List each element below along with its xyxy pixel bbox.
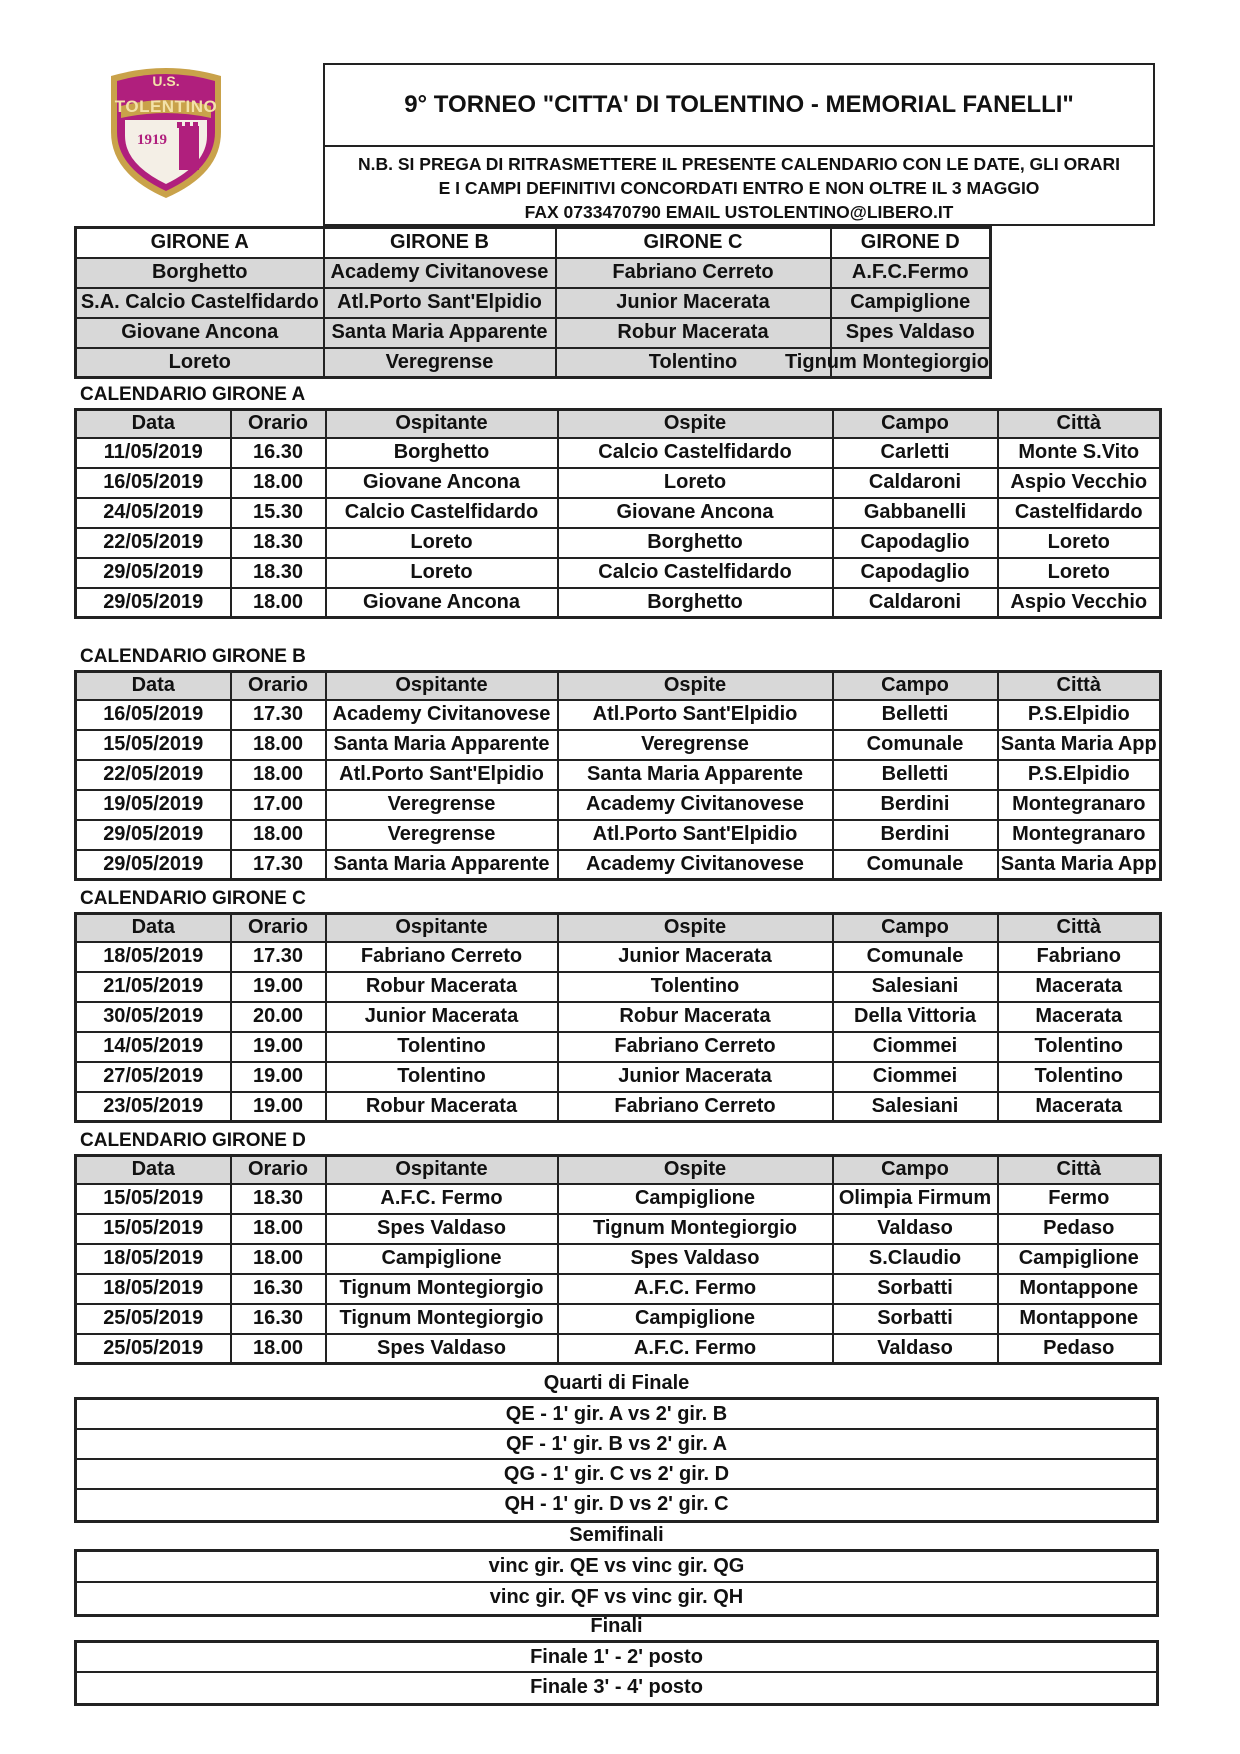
- home-team: Santa Maria Apparente: [326, 730, 558, 760]
- quarter-final-item: QG - 1' gir. C vs 2' gir. D: [77, 1460, 1156, 1490]
- match-row: [76, 1274, 1161, 1304]
- away-team: Tolentino: [558, 972, 833, 1002]
- match-row: [76, 1032, 1161, 1062]
- match-time: 17.00: [231, 790, 326, 820]
- home-team: Campiglione: [326, 1244, 558, 1274]
- home-team: Fabriano Cerreto: [326, 942, 558, 972]
- final-item: Finale 1' - 2' posto: [77, 1643, 1156, 1673]
- match-time: 18.30: [231, 528, 326, 558]
- away-team: Veregrense: [558, 730, 833, 760]
- quarter-final-item: QH - 1' gir. D vs 2' gir. C: [504, 1493, 729, 1515]
- quarter-final-item: QE - 1' gir. A vs 2' gir. B: [77, 1400, 1156, 1430]
- logo-year-text: 1919: [137, 132, 167, 148]
- match-row: [76, 588, 1161, 618]
- match-field: Sorbatti: [833, 1304, 998, 1334]
- team-cell: Borghetto: [76, 258, 324, 288]
- column-header: Orario: [231, 1156, 326, 1184]
- match-city: Pedaso: [998, 1214, 1161, 1244]
- match-row: [76, 820, 1161, 850]
- match-row: [76, 1002, 1161, 1032]
- semi-final-item: vinc gir. QE vs vinc gir. QG: [77, 1552, 1156, 1583]
- match-field: Carletti: [833, 438, 998, 468]
- match-date: 27/05/2019: [76, 1062, 231, 1092]
- team-cell: Tolentino: [556, 348, 831, 378]
- match-time: 18.00: [231, 820, 326, 850]
- home-team: Giovane Ancona: [326, 468, 558, 498]
- match-city: Loreto: [998, 528, 1161, 558]
- home-team: Loreto: [326, 558, 558, 588]
- away-team: Borghetto: [558, 588, 833, 618]
- match-time: 16.30: [231, 1274, 326, 1304]
- away-team: Santa Maria Apparente: [558, 760, 833, 790]
- match-field: Capodaglio: [833, 528, 998, 558]
- match-date: 29/05/2019: [76, 850, 231, 880]
- home-team: Tolentino: [326, 1062, 558, 1092]
- quarters-title: Quarti di Finale: [543, 1372, 690, 1394]
- match-row: [76, 498, 1161, 528]
- match-date: 25/05/2019: [76, 1334, 231, 1364]
- match-row: [76, 730, 1161, 760]
- match-field: Salesiani: [833, 1092, 998, 1122]
- match-field: Salesiani: [833, 972, 998, 1002]
- match-city: Tolentino: [998, 1062, 1161, 1092]
- team-cell: Spes Valdaso: [831, 318, 991, 348]
- match-row: [76, 1304, 1161, 1334]
- match-date: 16/05/2019: [76, 700, 231, 730]
- match-time: 18.00: [231, 730, 326, 760]
- home-team: Tignum Montegiorgio: [326, 1274, 558, 1304]
- away-team: A.F.C. Fermo: [558, 1274, 833, 1304]
- match-row: [76, 1184, 1161, 1214]
- logo-us-text: U.S.: [152, 73, 180, 89]
- match-time: 19.00: [231, 1032, 326, 1062]
- match-time: 17.30: [231, 942, 326, 972]
- match-date: 29/05/2019: [76, 588, 231, 618]
- tournament-title: 9° TORNEO "CITTA' DI TOLENTINO - MEMORIAL FANELLI": [325, 65, 1153, 147]
- calendar-header-row: [76, 1156, 1161, 1184]
- final-item: Finale 3' - 4' posto: [530, 1676, 703, 1698]
- column-header: Campo: [833, 914, 998, 942]
- column-header: Ospitante: [326, 672, 558, 700]
- match-row: [76, 468, 1161, 498]
- match-row: [76, 760, 1161, 790]
- team-cell: Veregrense: [324, 348, 556, 378]
- match-time: 18.00: [231, 1244, 326, 1274]
- column-header: Campo: [833, 1156, 998, 1184]
- column-header: Ospite: [558, 1156, 833, 1184]
- match-row: [76, 1334, 1161, 1364]
- match-city: P.S.Elpidio: [998, 700, 1161, 730]
- team-cell: A.F.C.Fermo: [831, 258, 991, 288]
- groups-table: [74, 226, 992, 379]
- away-team: Atl.Porto Sant'Elpidio: [558, 700, 833, 730]
- match-date: 22/05/2019: [76, 528, 231, 558]
- match-city: Macerata: [998, 972, 1161, 1002]
- column-header: Orario: [231, 672, 326, 700]
- away-team: Fabriano Cerreto: [558, 1032, 833, 1062]
- calendar-header-row: [76, 914, 1161, 942]
- match-field: Berdini: [833, 790, 998, 820]
- match-city: Montegranaro: [998, 820, 1161, 850]
- match-date: 22/05/2019: [76, 760, 231, 790]
- match-time: 18.00: [231, 1214, 326, 1244]
- away-team: Campiglione: [558, 1184, 833, 1214]
- away-team: Calcio Castelfidardo: [558, 438, 833, 468]
- groups-row: [76, 348, 991, 378]
- match-city: Campiglione: [998, 1244, 1161, 1274]
- home-team: Giovane Ancona: [326, 588, 558, 618]
- groups-row: [76, 258, 991, 288]
- match-time: 19.00: [231, 1092, 326, 1122]
- team-cell: Loreto: [76, 348, 324, 378]
- match-time: 19.00: [231, 1062, 326, 1092]
- column-header: Città: [998, 672, 1161, 700]
- team-cell: Academy Civitanovese: [324, 258, 556, 288]
- match-city: Tolentino: [998, 1032, 1161, 1062]
- finals-list: [74, 1640, 1159, 1706]
- match-date: 15/05/2019: [76, 730, 231, 760]
- match-date: 15/05/2019: [76, 1184, 231, 1214]
- match-time: 17.30: [231, 850, 326, 880]
- match-city: Macerata: [998, 1092, 1161, 1122]
- match-city: Macerata: [998, 1002, 1161, 1032]
- home-team: Loreto: [326, 528, 558, 558]
- match-city: Pedaso: [998, 1334, 1161, 1364]
- match-row: [76, 438, 1161, 468]
- team-cell: Giovane Ancona: [76, 318, 324, 348]
- match-field: Sorbatti: [833, 1274, 998, 1304]
- column-header: Ospitante: [326, 1156, 558, 1184]
- match-city: Montegranaro: [998, 790, 1161, 820]
- match-city: Fermo: [998, 1184, 1161, 1214]
- column-header: Data: [76, 1156, 231, 1184]
- match-date: 19/05/2019: [76, 790, 231, 820]
- home-team: Santa Maria Apparente: [326, 850, 558, 880]
- group-header: GIRONE D: [831, 228, 991, 258]
- column-header: Data: [76, 410, 231, 438]
- home-team: Spes Valdaso: [326, 1334, 558, 1364]
- match-date: 25/05/2019: [76, 1304, 231, 1334]
- match-field: Valdaso: [833, 1334, 998, 1364]
- match-row: [76, 790, 1161, 820]
- match-time: 19.00: [231, 972, 326, 1002]
- match-row: [76, 700, 1161, 730]
- match-city: Montappone: [998, 1304, 1161, 1334]
- calendar-table: [74, 408, 1162, 619]
- calendar-title: CALENDARIO GIRONE C: [80, 888, 306, 909]
- semis-list: [74, 1549, 1159, 1617]
- away-team: Academy Civitanovese: [558, 790, 833, 820]
- home-team: Calcio Castelfidardo: [326, 498, 558, 528]
- column-header: Città: [998, 914, 1161, 942]
- team-cell: Robur Macerata: [556, 318, 831, 348]
- match-field: Della Vittoria: [833, 1002, 998, 1032]
- quarters-list: [74, 1397, 1159, 1523]
- column-header: Ospite: [558, 410, 833, 438]
- match-time: 15.30: [231, 498, 326, 528]
- calendar-title: CALENDARIO GIRONE B: [80, 646, 306, 667]
- match-field: Caldaroni: [833, 588, 998, 618]
- match-date: 18/05/2019: [76, 942, 231, 972]
- match-row: [76, 942, 1161, 972]
- match-city: Aspio Vecchio: [998, 468, 1161, 498]
- home-team: Borghetto: [326, 438, 558, 468]
- club-logo: [93, 62, 239, 202]
- match-date: 18/05/2019: [76, 1274, 231, 1304]
- match-city: Castelfidardo: [998, 498, 1161, 528]
- match-row: [76, 1062, 1161, 1092]
- away-team: Calcio Castelfidardo: [558, 558, 833, 588]
- team-cell: Junior Macerata: [556, 288, 831, 318]
- column-header: Ospitante: [326, 410, 558, 438]
- match-city: Monte S.Vito: [998, 438, 1161, 468]
- match-time: 18.00: [231, 468, 326, 498]
- match-row: [76, 558, 1161, 588]
- logo-name-text: TOLENTINO: [114, 97, 218, 116]
- match-city: Aspio Vecchio: [998, 588, 1161, 618]
- quarter-final-item: QF - 1' gir. B vs 2' gir. A: [77, 1430, 1156, 1460]
- column-header: Ospite: [558, 672, 833, 700]
- home-team: Veregrense: [326, 790, 558, 820]
- match-date: 16/05/2019: [76, 468, 231, 498]
- away-team: Campiglione: [558, 1304, 833, 1334]
- column-header: Città: [998, 410, 1161, 438]
- match-time: 18.30: [231, 558, 326, 588]
- team-cell: Santa Maria Apparente: [324, 318, 556, 348]
- match-field: Valdaso: [833, 1214, 998, 1244]
- group-header: GIRONE B: [324, 228, 556, 258]
- note-contacts: FAX 0733470790 EMAIL USTOLENTINO@LIBERO.IT: [524, 202, 954, 222]
- match-time: 18.00: [231, 588, 326, 618]
- team-cell: Tignum Montegiorgio: [831, 348, 991, 378]
- match-date: 15/05/2019: [76, 1214, 231, 1244]
- match-date: 11/05/2019: [76, 438, 231, 468]
- match-field: Comunale: [833, 730, 998, 760]
- match-date: 30/05/2019: [76, 1002, 231, 1032]
- calendar-title: CALENDARIO GIRONE D: [80, 1130, 306, 1151]
- match-time: 18.00: [231, 1334, 326, 1364]
- home-team: Tignum Montegiorgio: [326, 1304, 558, 1334]
- match-time: 16.30: [231, 1304, 326, 1334]
- home-team: Academy Civitanovese: [326, 700, 558, 730]
- match-row: [76, 528, 1161, 558]
- group-header: GIRONE C: [556, 228, 831, 258]
- note-line: N.B. SI PREGA DI RITRASMETTERE IL PRESENTE CALENDARIO CON LE DATE, GLI ORARI: [358, 154, 1120, 174]
- home-team: A.F.C. Fermo: [326, 1184, 558, 1214]
- calendar-table: [74, 1154, 1162, 1365]
- match-city: Loreto: [998, 558, 1161, 588]
- match-field: Comunale: [833, 850, 998, 880]
- semi-final-item: vinc gir. QF vs vinc gir. QH: [489, 1586, 744, 1608]
- calendar-header-row: [76, 410, 1161, 438]
- match-time: 18.30: [231, 1184, 326, 1214]
- match-city: Montappone: [998, 1274, 1161, 1304]
- groups-row: [76, 318, 991, 348]
- match-date: 23/05/2019: [76, 1092, 231, 1122]
- match-field: Gabbanelli: [833, 498, 998, 528]
- match-date: 29/05/2019: [76, 820, 231, 850]
- groups-row: [76, 288, 991, 318]
- calendar-title: CALENDARIO GIRONE A: [80, 384, 306, 405]
- team-cell: S.A. Calcio Castelfidardo: [76, 288, 324, 318]
- header-note: [325, 147, 1153, 224]
- match-field: Ciommei: [833, 1032, 998, 1062]
- match-date: 21/05/2019: [76, 972, 231, 1002]
- away-team: Giovane Ancona: [558, 498, 833, 528]
- home-team: Junior Macerata: [326, 1002, 558, 1032]
- column-header: Campo: [833, 672, 998, 700]
- column-header: Data: [76, 914, 231, 942]
- match-field: Belletti: [833, 760, 998, 790]
- match-date: 24/05/2019: [76, 498, 231, 528]
- away-team: Atl.Porto Sant'Elpidio: [558, 820, 833, 850]
- match-time: 17.30: [231, 700, 326, 730]
- match-row: [76, 1092, 1161, 1122]
- team-cell: Campiglione: [831, 288, 991, 318]
- match-date: 18/05/2019: [76, 1244, 231, 1274]
- match-row: [76, 1244, 1161, 1274]
- match-field: Comunale: [833, 942, 998, 972]
- match-field: Capodaglio: [833, 558, 998, 588]
- team-cell: Fabriano Cerreto: [556, 258, 831, 288]
- match-row: [76, 972, 1161, 1002]
- away-team: Academy Civitanovese: [558, 850, 833, 880]
- note-line: E I CAMPI DEFINITIVI CONCORDATI ENTRO E NON OLTRE IL 3 MAGGIO: [438, 178, 1040, 198]
- calendar-header-row: [76, 672, 1161, 700]
- groups-header-row: [76, 228, 991, 258]
- semis-title: Semifinali: [569, 1524, 664, 1546]
- home-team: Robur Macerata: [326, 1092, 558, 1122]
- column-header: Data: [76, 672, 231, 700]
- home-team: Veregrense: [326, 820, 558, 850]
- away-team: Junior Macerata: [558, 942, 833, 972]
- away-team: Junior Macerata: [558, 1062, 833, 1092]
- home-team: Atl.Porto Sant'Elpidio: [326, 760, 558, 790]
- match-field: Caldaroni: [833, 468, 998, 498]
- match-field: Berdini: [833, 820, 998, 850]
- calendar-table: [74, 912, 1162, 1123]
- group-header: GIRONE A: [76, 228, 324, 258]
- calendar-table: [74, 670, 1162, 881]
- match-city: Santa Maria App: [998, 850, 1161, 880]
- header-box: [323, 63, 1155, 226]
- finals-title: Finali: [590, 1615, 643, 1637]
- away-team: Loreto: [558, 468, 833, 498]
- column-header: Orario: [231, 410, 326, 438]
- match-field: Belletti: [833, 700, 998, 730]
- match-field: Ciommei: [833, 1062, 998, 1092]
- match-time: 20.00: [231, 1002, 326, 1032]
- away-team: Tignum Montegiorgio: [558, 1214, 833, 1244]
- away-team: A.F.C. Fermo: [558, 1334, 833, 1364]
- match-row: [76, 850, 1161, 880]
- match-row: [76, 1214, 1161, 1244]
- away-team: Fabriano Cerreto: [558, 1092, 833, 1122]
- match-time: 16.30: [231, 438, 326, 468]
- home-team: Spes Valdaso: [326, 1214, 558, 1244]
- column-header: Campo: [833, 410, 998, 438]
- away-team: Robur Macerata: [558, 1002, 833, 1032]
- home-team: Robur Macerata: [326, 972, 558, 1002]
- match-city: Fabriano: [998, 942, 1161, 972]
- away-team: Borghetto: [558, 528, 833, 558]
- away-team: Spes Valdaso: [558, 1244, 833, 1274]
- home-team: Tolentino: [326, 1032, 558, 1062]
- match-date: 14/05/2019: [76, 1032, 231, 1062]
- match-date: 29/05/2019: [76, 558, 231, 588]
- match-time: 18.00: [231, 760, 326, 790]
- match-field: S.Claudio: [833, 1244, 998, 1274]
- column-header: Città: [998, 1156, 1161, 1184]
- column-header: Ospite: [558, 914, 833, 942]
- match-field: Olimpia Firmum: [833, 1184, 998, 1214]
- team-cell: Atl.Porto Sant'Elpidio: [324, 288, 556, 318]
- match-city: P.S.Elpidio: [998, 760, 1161, 790]
- match-city: Santa Maria App: [998, 730, 1161, 760]
- column-header: Ospitante: [326, 914, 558, 942]
- column-header: Orario: [231, 914, 326, 942]
